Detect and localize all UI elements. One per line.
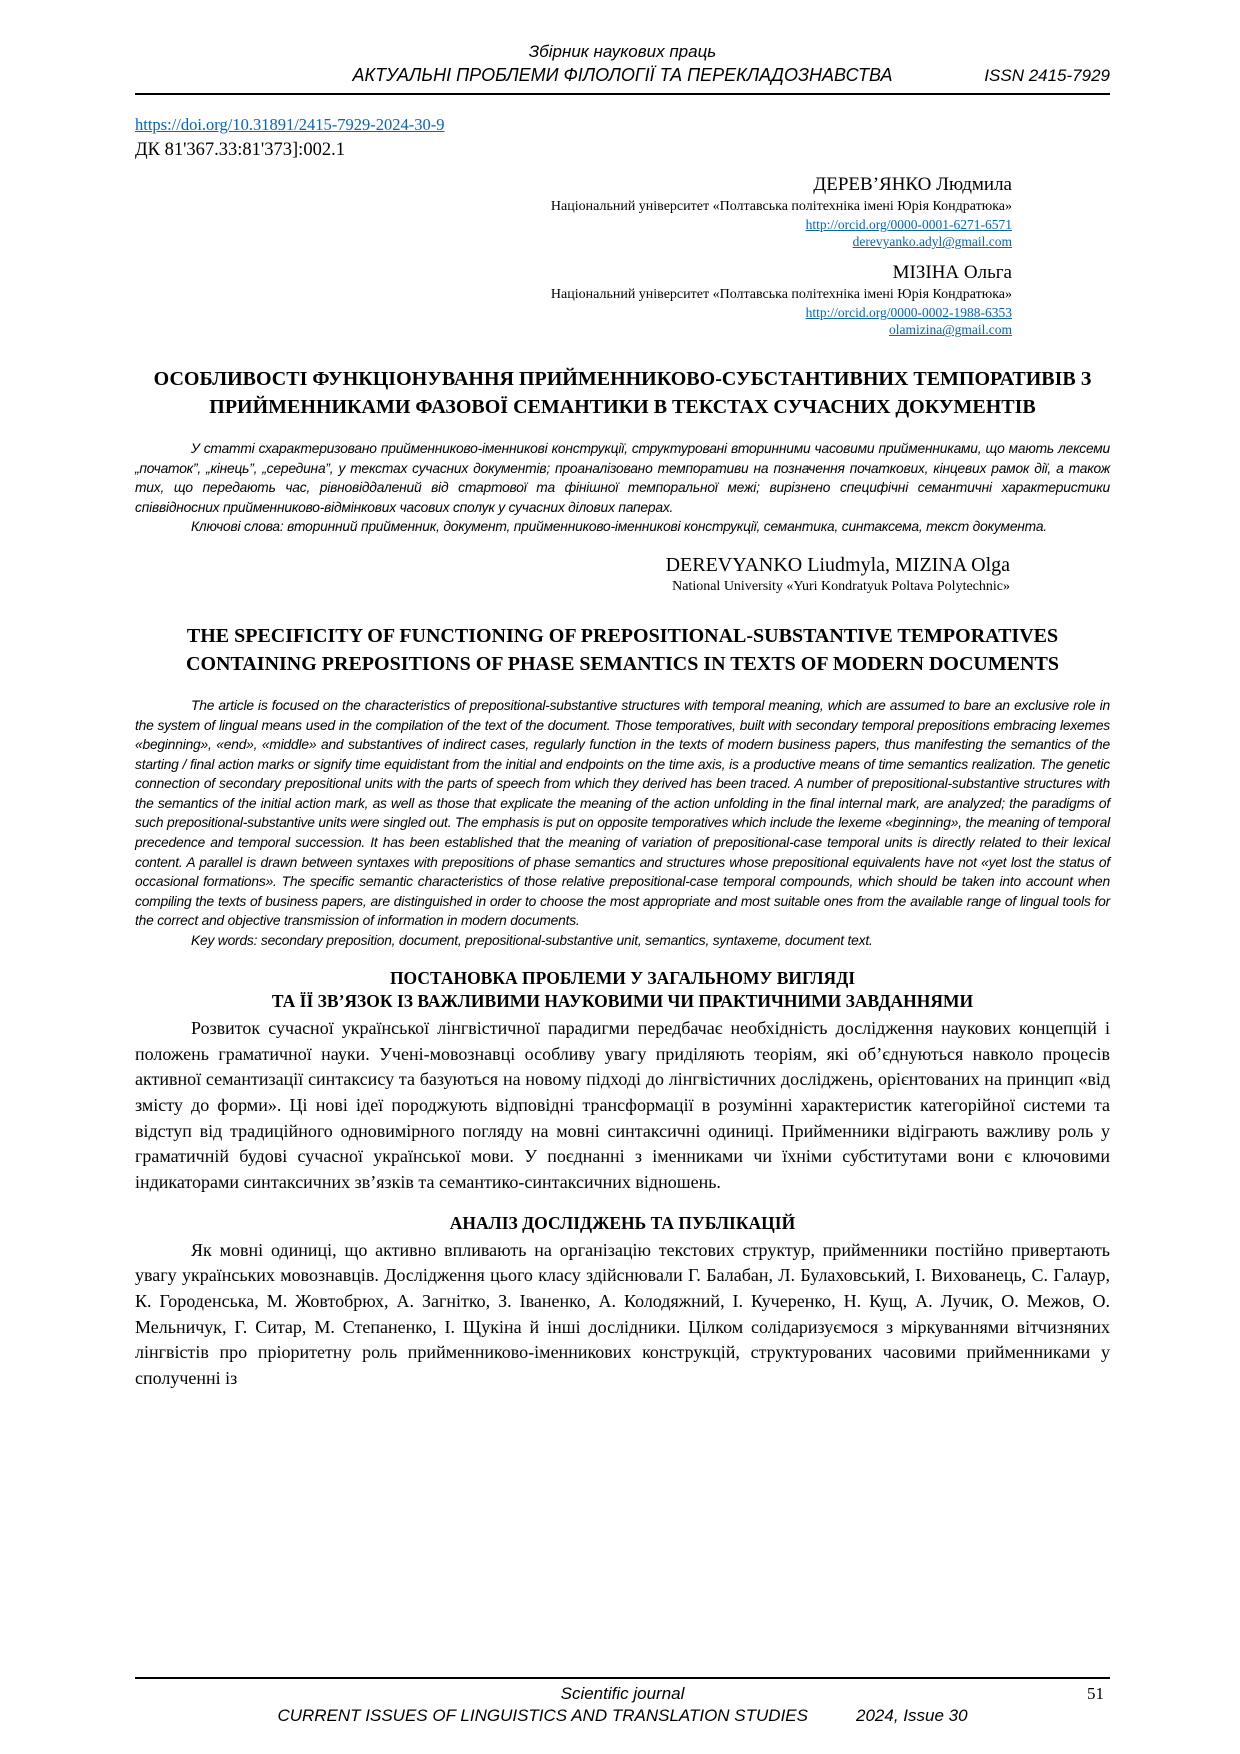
- author-2-orcid-link[interactable]: http://orcid.org/0000-0002-1988-6353: [805, 304, 1012, 320]
- section-2-heading: [135, 1212, 1110, 1236]
- authors-en-block: [135, 553, 1110, 596]
- author-1: [135, 173, 1012, 251]
- section-2-heading-line-1: АНАЛІЗ ДОСЛІДЖЕНЬ ТА ПУБЛІКАЦІЙ: [449, 1212, 796, 1233]
- author-1-orcid-link[interactable]: http://orcid.org/0000-0001-6271-6571: [805, 216, 1012, 232]
- author-2: [135, 261, 1012, 339]
- footer-journal-type: Scientific journal: [560, 1684, 685, 1703]
- footer-journal-name: CURRENT ISSUES OF LINGUISTICS AND TRANSLATION STUDIES: [277, 1706, 808, 1725]
- article-meta: [135, 115, 1110, 161]
- author-1-orcid-row: [135, 216, 1012, 234]
- footer-row-1: [135, 1684, 1110, 1704]
- article-title-en: THE SPECIFICITY OF FUNCTIONING OF PREPOSITIONAL-SUBSTANTIVE TEMPORATIVES CONTAINING PREPOSITIONS OF PHASE SEMANTICS IN TEXTS OF MODERN DOCUMENTS: [186, 625, 1059, 676]
- section-1-heading: [135, 967, 1110, 1014]
- doi-row: [135, 115, 1110, 135]
- abstract-en: [135, 696, 1110, 951]
- abstract-en-text: The article is focused on the characteristics of prepositional-substantive structures with temporal meaning, which are assumed to bare an exclusive role in the system of lingual means used in the compilation of the text of the document. Those temporatives, built with secondary temporal prepositions embracing lexemes «beginning», «end», «middle» and substantives of indirect cases, regularly function in the texts of modern business papers, thus manifesting the semantics of the starting / final action marks or signify time equidistant from the initial and endpoints on the time axis, is a productive means of time semantics realization. The genetic connection of secondary prepositional units with the parts of speech from which they derived has been traced. A number of prepositional-substantive structures with the semantics of the initial action mark, as well as those that explicate the meaning of the action unfolding in the final internal mark, are analyzed; the paradigms of such prepositional-substantive units were singled out. The emphasis is put on opposite temporatives which include the lexeme «beginning», the meaning of temporal precedence and temporal succession. It has been established that the meaning of variation of prepositional-case temporal units is directly related to their lexical content. A parallel is drawn between syntaxes with prepositions of phase semantics and structures whose prepositional equivalents have not «yet lost the status of occasional formations». The specific semantic characteristics of those relative prepositional-case temporal compounds, which should be taken into account when compiling the texts of business papers, are distinguished in order to choose the most appropriate and most suitable ones from the available range of lingual tools for the correct and objective transmission of information in modern documents.: [135, 698, 1110, 929]
- author-1-name: ДЕРЕВ’ЯНКО Людмила: [813, 174, 1012, 195]
- author-2-email-link[interactable]: olamizina@gmail.com: [888, 322, 1012, 338]
- page-number: 51: [1087, 1684, 1104, 1703]
- section-2-body: Як мовні одиниці, що активно впливають на організацію текстових структур, прийменники постійно привертають увагу українських мовознавців. Дослідження цього класу здійснювали Г. Балабан, Л. Булаховський, І. Вихованець, С. Галаур, К. Городенська, М. Жовтобрюх, А. Загнітко, З. Іваненко, А. Колодяжний, І. Кучеренко, Н. Кущ, А. Лучик, О. Межов, О. Мельничук, Г. Ситар, М. Степаненко, І. Щукіна й інші дослідники. Цілком солідаризуємося з міркуваннями вітчизняних лінгвістів про пріоритетну роль прийменниково-іменникових конструкцій, структурованих часовими прийменниками у сполученні із: [135, 1239, 1110, 1389]
- footer-row-2: [135, 1706, 1110, 1726]
- author-2-affiliation: Національний університет «Полтавська політехніка імені Юрія Кондратюка»: [550, 286, 1012, 302]
- article-title-uk: ОСОБЛИВОСТІ ФУНКЦІОНУВАННЯ ПРИЙМЕННИКОВО-СУБСТАНТИВНИХ ТЕМПОРАТИВІВ З ПРИЙМЕННИКАМИ ФАЗОВОЇ СЕМАНТИКИ В ТЕКСТАХ СУЧАСНИХ ДОКУМЕНТІВ: [153, 367, 1092, 418]
- author-1-email-row: [135, 233, 1012, 251]
- abstract-uk-text: У статті схарактеризовано прийменниково-іменникові конструкції, структуровані вторинними часовими прийменниками, що мають лексеми „початок”, „кінець”, „середина”, у текстах сучасних документів; проаналізовано темпоративи на позначення початкових, кінцевих рамок дії, а також тих, що передають час, рівновіддалений від стартової та фінішної темпоральної межі; вирізнено специфічні семантичні характеристики співвідносних прийменниково-відмінкових часових сполук у сучасних ділових паперах.: [135, 440, 1110, 515]
- keywords-en: Key words: secondary preposition, document, prepositional-substantive unit, semantics, syntaxeme, document text.: [191, 932, 873, 948]
- author-2-name: МІЗІНА Ольга: [892, 261, 1012, 283]
- section-1-body: Розвиток сучасної української лінгвістичної парадигми передбачає необхідність дослідження наукових концепцій і положень граматичної науки. Учені-мовознавці особливу увагу приділяють теоріям, які об’єднуються навколо процесів активної семантизації синтаксису та базуються на новому підході до лінгвістичних досліджень, орієнтованих на принцип «від змісту до форми». Ці нові ідеї породжують відповідні трансформації в розумінні характеристик категорійної системи та відступ від традиційного одновимірного погляду на мовні синтаксичні одиниці. Прийменники відіграють важливу роль у граматичній будові сучасної української мови. У поєднанні з іменниками чи їхніми субститутами вони є ключовими індикаторами синтаксичних зв’язків та семантико-синтаксичних відношень.: [135, 1017, 1110, 1193]
- authors-en-affiliation: National University «Yuri Kondratyuk Poltava Polytechnic»: [672, 578, 1010, 594]
- author-1-affiliation: Національний університет «Полтавська політехніка імені Юрія Кондратюка»: [550, 198, 1012, 214]
- authors-en-names: DEREVYANKO Liudmyla, MIZINA Olga: [665, 553, 1010, 576]
- journal-issn: ISSN 2415-7929: [984, 66, 1110, 85]
- journal-series: Збірник наукових праць: [528, 42, 717, 61]
- keywords-uk: Ключові слова: вторинний прийменник, документ, прийменниково-іменникові конструкції, семантика, синтаксема, текст документа.: [191, 519, 1047, 535]
- author-1-email-link[interactable]: derevyanko.adyl@gmail.com: [852, 234, 1012, 250]
- journal-title: АКТУАЛЬНІ ПРОБЛЕМИ ФІЛОЛОГІЇ ТА ПЕРЕКЛАДОЗНАВСТВА: [352, 65, 893, 85]
- journal-title-row: [135, 65, 1110, 86]
- section-1-heading-line-1: ПОСТАНОВКА ПРОБЛЕМИ У ЗАГАЛЬНОМУ ВИГЛЯДІ: [389, 967, 856, 988]
- section-1-heading-line-2: ТА ЇЇ ЗВ’ЯЗОК ІЗ ВАЖЛИВИМИ НАУКОВИМИ ЧИ ПРАКТИЧНИМИ ЗАВДАННЯМИ: [271, 991, 974, 1012]
- page-footer: [135, 1677, 1110, 1726]
- authors-block: [135, 173, 1110, 339]
- footer-issue: 2024, Issue 30: [856, 1706, 968, 1725]
- journal-header: [135, 42, 1110, 95]
- udc-code: ДК 81'367.33:81'373]:002.1: [135, 140, 345, 160]
- doi-link[interactable]: https://doi.org/10.31891/2415-7929-2024-30-9: [135, 115, 445, 134]
- author-2-email-row: [135, 321, 1012, 339]
- abstract-uk: [135, 439, 1110, 537]
- author-2-orcid-row: [135, 304, 1012, 322]
